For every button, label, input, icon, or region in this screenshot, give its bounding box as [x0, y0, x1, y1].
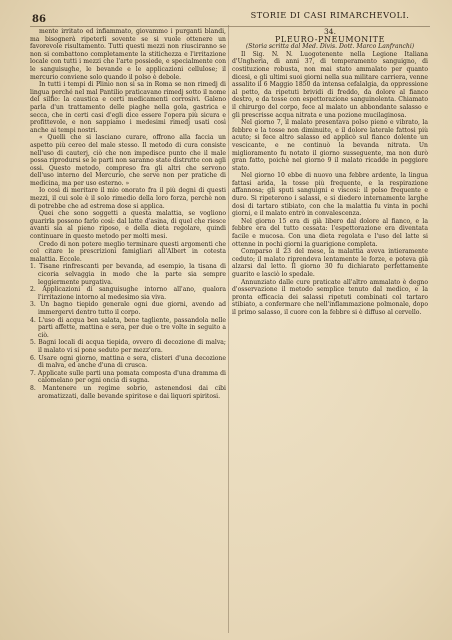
remedy-item: 4. L'uso di acqua ben salata, bene tagliente, passandola nelle parti affette, mattina e sera, per due o tre volte in seguito a ciò.: [30, 316, 226, 339]
running-head: STORIE DI CASI RIMARCHEVOLI.: [250, 10, 410, 20]
remedy-item: 5. Bagni locali di acqua tiepida, ovvero di decozione di malva; il malato vi si pone seduto per mezz'ora.: [30, 339, 226, 354]
left-paragraph: « Quelli che si lasciano curare, offrono alla faccia un aspetto più cereo del male stesso. Il metodo di cura consiste nell'uso di cauterj, ciò che non impedisce punto che il male possa riprodursi se le parti non saranno state distrutte con agli ossi. Questo metodo, compreso fra gli altri che servono dell'uso interno del Mercurio, che serve non per pratiche di medicina, ma per uso esterno. »: [30, 134, 226, 187]
column-divider: [228, 25, 229, 633]
header-rule: [30, 26, 430, 27]
remedy-item: 8. Mantenere un regime sobrio, astenendosi dai cibi aromatizzati, dalle bevande spiritose e dai liquori spiritosi.: [30, 384, 226, 400]
right-paragraph: Il Sig. N. N. Luogotenente nella Legione Italiana d'Ungheria, di anni 37, di temperamento sanguigno, di costituzione robusta, non mai stato ammalato per quanto dicesi, e gli ultimi suoi giorni nella sua militare carriera, venne assalito il 6 Maggio 1850 da intensa cefalalgia, da oppressione al petto, da ripetuti brividi di freddo, da dolore al fianco destro, e da tosse con espettorazione sanguinolenta. Chiamato il chirurgo del corpo, fece al malato un abbondante salasso e gli prescrisse acqua nitrata e una pozione mucilaginosa.: [232, 50, 428, 119]
left-intro-paragraph: mente irritato ed infiammato, giovammo i purganti blandi, ma bisognerà ripeterli sovente se si vuole ottenere un favorevole risultamento. Tutti questi mezzi non riusciranno se non si combattono completamente la stitichezza e l'irritazione locale con tutti i mezzi che l'arte possiede, e specialmente con le sanguisughe, le bevande e le applicazioni cellulose; il mercurio conviene solo quando il polso è debole.: [30, 28, 226, 81]
left-paragraph: In tutti i tempi di Plinio non si sa in Roma se non rimedj di lingua perché nel mal Pantilio praticavano rimedj sotto il nome del silfio: la caustica e certi medicamenti corrosivi. Galeno parla d'un trattamento delle piaghe nella gola, gastrica e secca, che in certi casi d'egli dice essere l'opera più sicura e profittevole, e non sappiamo i medesimi rimedj usati così anche ai tempi nostri.: [30, 81, 226, 134]
right-paragraph: Comparso il 23 del mese, la malattia aveva intieramente ceduto; il malato riprendeva lentamente le forze, e poteva già alzarsi dal letto. Il giorno 30 fu dichiarato perfettamente guarito e lasciò lo spedale.: [232, 248, 428, 278]
remedies-list: [30, 263, 226, 400]
right-paragraph: Annunziato dalle cure praticate all'altro ammalato è degno d'osservazione il metodo semplice tenuto dal medico, e la pronta efficacia dei salassi ripetuti combinati col tartaro stibiato, a confermare che nell'inflammazione polmonale, dopo il primo salasso, il cuore con la febbre si è diffuso al cervello.: [232, 278, 428, 316]
remedy-item: 3. Un bagno tiepido generale ogni due giorni, avendo ad immergervi dentro tutto il corpo.: [30, 301, 226, 316]
right-paragraph: Nel giorno 7, il malato presentava polso pieno e vibrato, la febbre e la tosse non diminuite, e il dolore laterale fattosi più acuto; si fece altro salasso ed applicò sul fianco dolente un vescicante, e ne continuò la bevanda nitrata. Un miglioramento fu notato il giorno susseguente, ma non durò gran fatto, poichè nel giorno 9 il malato ricadde in peggiore stato.: [232, 119, 428, 172]
right-paragraph: Nel giorno 15 era di già libero dal dolore al fianco, e la febbre era del tutto cessata: l'espettorazione era diventata facile e mucosa. Con una dieta regolata e l'uso del latte si ottenne in pochi giorni la guarigione completa.: [232, 217, 428, 248]
left-paragraph: Quei che sono soggetti a questa malattia, se vogliono guarirla possono farlo così: dal latte d'asina, di quel che riesce avanti sia al pieno riposo, e della dieta regolare, quindi continuare in questo metodo per molti mesi.: [30, 210, 226, 241]
attribution: (Storia scritta dal Med. Divis. Dott. Marco Lanfranchi): [245, 43, 415, 51]
right-paragraph: Nel giorno 10 ebbe di nuovo una febbre ardente, la lingua fattasi arida, la tosse più frequente, e la respirazione affannosa; gli sputi sanguigni e viscosi: il polso frequente e duro. Si ripeterono i salassi, e si diedero internamente larghe dosi di tartaro stibiato, con che la malattia fu vinta in pochi giorni, e il malato entrò in convalescenza.: [232, 172, 428, 218]
section-number: 34.: [324, 28, 336, 36]
left-paragraph: Io così di meritare il mio onorato fra il più degni di questi mezzi, il cui sole è il solo rimedio della loro forza, perchè non di potrebbe che ad estrema dose si applica.: [30, 187, 226, 210]
remedy-item: 7. Applicate sulle parti una pomata composta d'una dramma di calomelano per ogni oncia di sugna.: [30, 369, 226, 385]
page-number: 86: [32, 14, 46, 25]
section-title: PLEURO-PNEUMONITE: [274, 34, 386, 44]
remedy-item: 2. Applicazioni di sanguisughe intorno all'ano, qualora l'irritazione intorno al medesimo sia viva.: [30, 286, 226, 301]
remedy-item: 6. Usare ogni giorno, mattina e sera, clisteri d'una decozione di malva, ed anche d'una di crusca.: [30, 354, 226, 370]
remedy-item: 1. Tisane rinfrescanti per bevanda, ad esempio, la tisana di cicoria selvaggia in modo che la parte sia sempre leggiermente purgativa.: [30, 263, 226, 286]
left-column: [30, 28, 226, 632]
remedies-intro: Credo di non potere meglio terminare questi argomenti che col citare le prescrizioni famigliari all'Albert in cotesta malattia. Eccole.: [30, 240, 226, 263]
right-column: [232, 28, 428, 632]
